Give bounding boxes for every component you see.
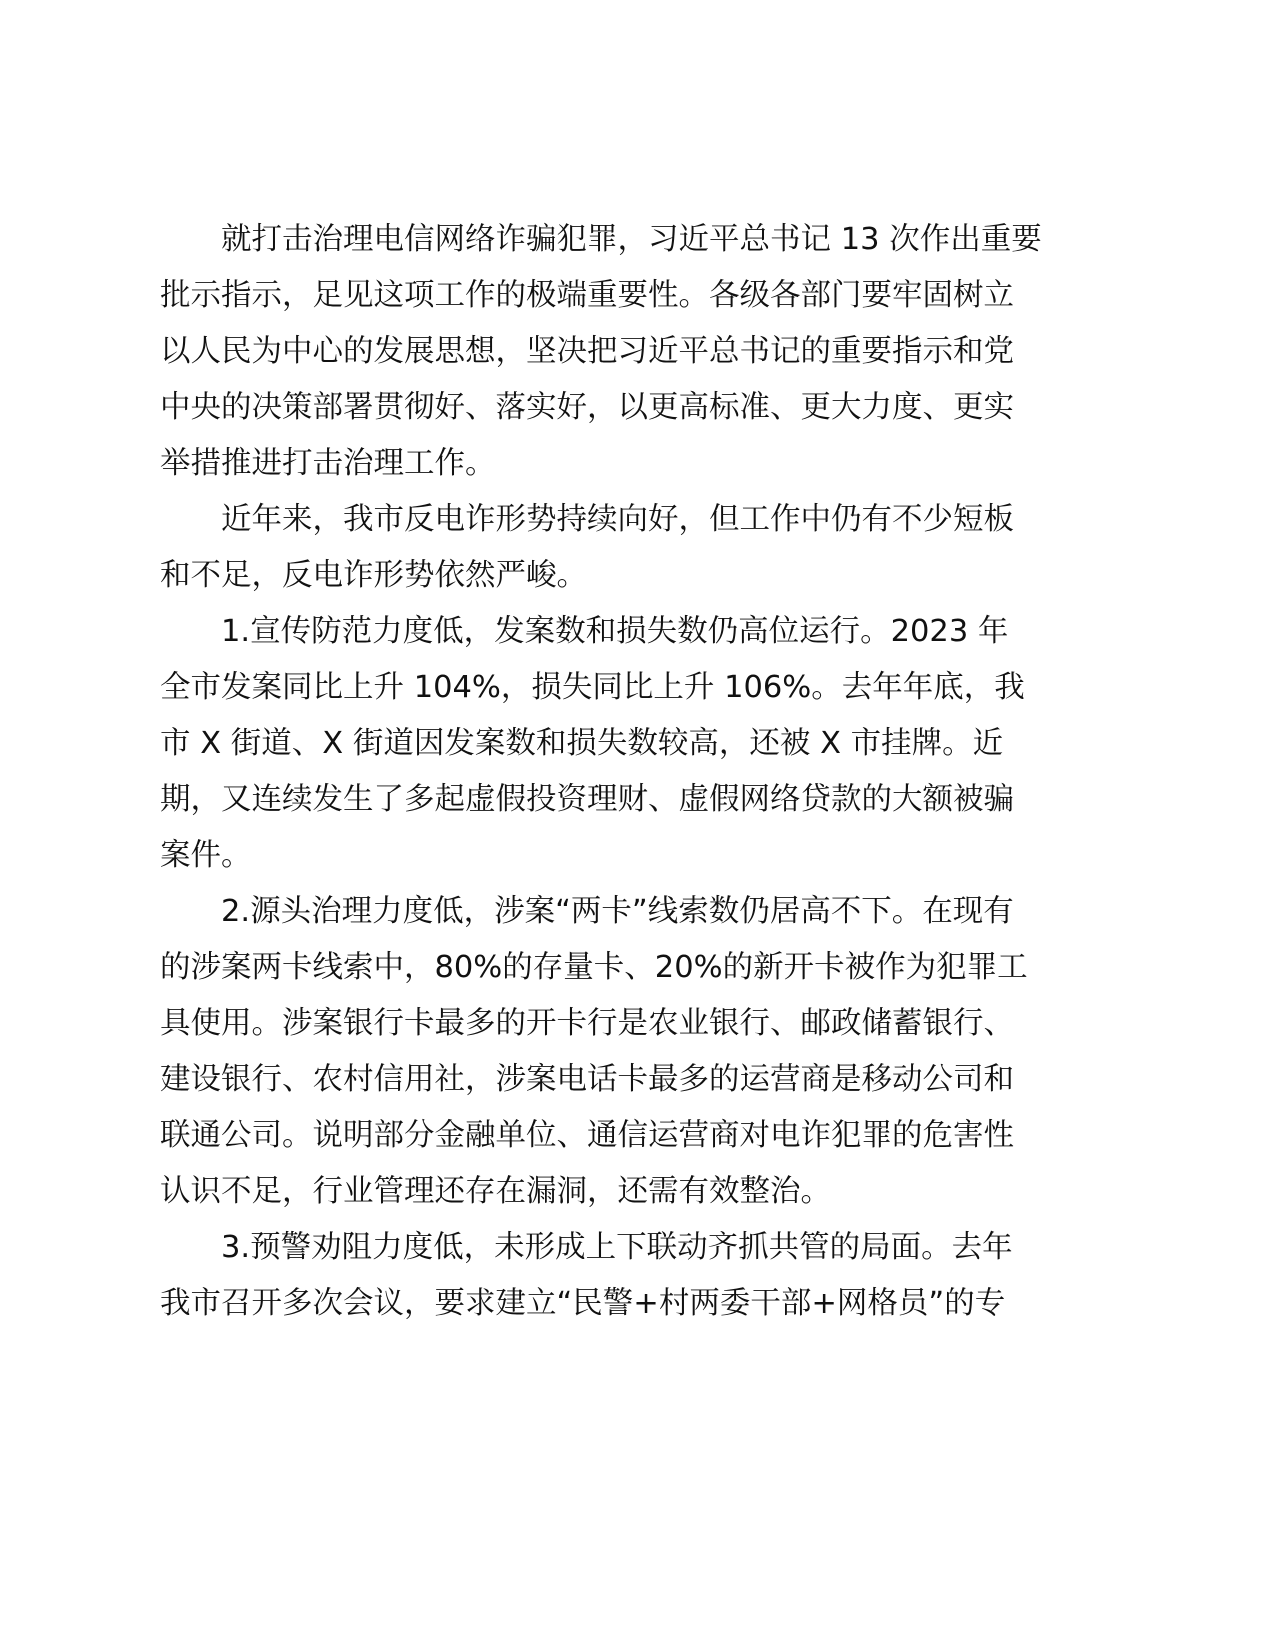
paragraph-point-1 [160, 604, 1070, 884]
text-line: 就打击治理电信网络诈骗犯罪，习近平总书记 13 次作出重要 [221, 222, 1042, 257]
text-line: 近年来，我市反电诈形势持续向好，但工作中仍有不少短板 [221, 502, 1014, 537]
text-line: 期，又连续发生了多起虚假投资理财、虚假网络贷款的大额被骗 [160, 782, 1014, 817]
text-line: 建设银行、农村信用社，涉案电话卡最多的运营商是移动公司和 [160, 1062, 1014, 1097]
text-line: 认识不足，行业管理还存在漏洞，还需有效整治。 [160, 1174, 831, 1209]
paragraph-point-3 [160, 1220, 1070, 1332]
text-line: 3.预警劝阻力度低，未形成上下联动齐抓共管的局面。去年 [221, 1230, 1013, 1265]
text-line: 批示指示，足见这项工作的极端重要性。各级各部门要牢固树立 [160, 278, 1014, 313]
text-line: 1.宣传防范力度低，发案数和损失数仍高位运行。2023 年 [221, 614, 1009, 649]
document-body [160, 212, 1070, 1332]
text-line: 以人民为中心的发展思想，坚决把习近平总书记的重要指示和党 [160, 334, 1014, 369]
paragraph-situation [160, 492, 1070, 604]
text-line: 市 X 街道、X 街道因发案数和损失数较高，还被 X 市挂牌。近 [160, 726, 1004, 761]
text-line: 具使用。涉案银行卡最多的开卡行是农业银行、邮政储蓄银行、 [160, 1006, 1014, 1041]
paragraph-directive [160, 212, 1070, 492]
text-line: 和不足，反电诈形势依然严峻。 [160, 558, 587, 593]
paragraph-point-2 [160, 884, 1070, 1220]
text-line: 案件。 [160, 838, 252, 873]
text-line: 的涉案两卡线索中，80%的存量卡、20%的新开卡被作为犯罪工 [160, 950, 1028, 985]
text-line: 全市发案同比上升 104%，损失同比上升 106%。去年年底，我 [160, 670, 1025, 705]
text-line: 2.源头治理力度低，涉案“两卡”线索数仍居高不下。在现有 [221, 894, 1014, 929]
text-line: 举措推进打击治理工作。 [160, 446, 496, 481]
text-line: 联通公司。说明部分金融单位、通信运营商对电诈犯罪的危害性 [160, 1118, 1014, 1153]
text-line: 中央的决策部署贯彻好、落实好，以更高标准、更大力度、更实 [160, 390, 1014, 425]
text-line: 我市召开多次会议，要求建立“民警+村两委干部+网格员”的专 [160, 1286, 1006, 1321]
